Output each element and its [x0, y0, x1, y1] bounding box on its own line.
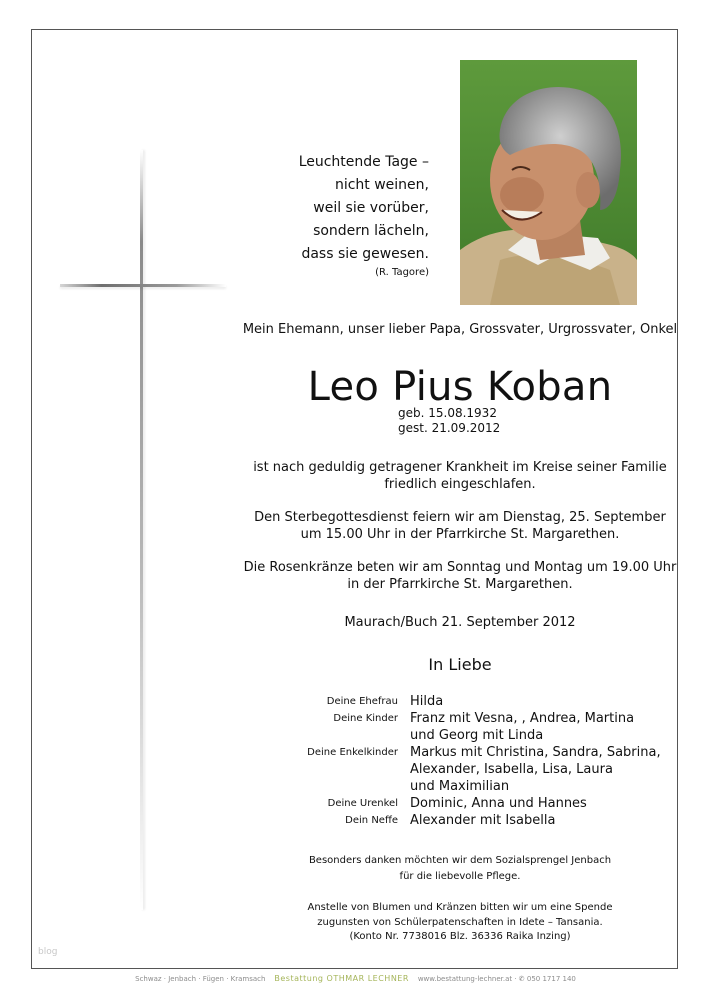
family-relation: Deine Kinder: [333, 713, 398, 724]
funeral-service-paragraph: [220, 509, 700, 543]
poem-line: weil sie vorüber,: [313, 200, 429, 216]
life-dates: [398, 406, 500, 436]
place-date: Maurach/Buch 21. September 2012: [344, 615, 576, 630]
family-names: [410, 812, 640, 829]
thanks-line: Besonders danken möchten wir dem Sozialsprengel Jenbach: [308, 855, 612, 866]
donation-note: [220, 901, 700, 945]
deceased-name: Leo Pius Koban: [307, 364, 613, 410]
family-list: [240, 693, 661, 829]
poem-line: Leuchtende Tage –: [298, 154, 429, 170]
paragraph-line: Den Sterbegottesdienst feiern wir am Dienstag, 25. September: [254, 510, 666, 525]
family-relation: Dein Neffe: [345, 815, 398, 826]
funeral-home-brand: Bestattung OTHMAR LECHNER: [274, 974, 409, 983]
family-name-line: Hilda: [410, 694, 444, 709]
family-relation: Deine Enkelkinder: [307, 747, 398, 758]
poem-author: (R. Tagore): [375, 267, 429, 278]
in-liebe-heading: In Liebe: [428, 655, 492, 674]
family-name-line: Alexander mit Isabella: [410, 813, 556, 828]
death-date: gest. 21.09.2012: [398, 421, 501, 435]
poem-line: sondern lächeln,: [313, 223, 429, 239]
footer-contact: www.bestattung-lechner.at · ✆ 050 1717 140: [417, 975, 576, 983]
donation-line: (Konto Nr. 7738016 Blz. 36336 Raika Inzing): [349, 931, 571, 942]
donation-line: zugunsten von Schülerpatenschaften in Idete – Tansania.: [317, 916, 603, 928]
family-relation: Deine Urenkel: [327, 798, 398, 809]
family-name-line: Markus mit Christina, Sandra, Sabrina,: [410, 745, 661, 760]
birth-date: geb. 15.08.1932: [398, 406, 497, 420]
family-names: [410, 795, 640, 812]
footer-locations: Schwaz · Jenbach · Fügen · Kramsach: [135, 975, 266, 983]
family-name-line: und Maximilian: [410, 779, 510, 794]
family-row: [240, 710, 640, 744]
family-names: [410, 710, 640, 744]
funeral-home-footer: [0, 974, 711, 983]
thanks-note: [220, 853, 700, 885]
portrait-photo: [460, 60, 637, 305]
family-name-line: Franz mit Vesna, , Andrea, Martina: [410, 711, 635, 726]
intro-line: Mein Ehemann, unser lieber Papa, Grossvater, Urgrossvater, Onkel: [242, 322, 678, 337]
family-relation: Deine Ehefrau: [326, 696, 398, 707]
cross-horizontal-beam: [60, 284, 226, 287]
paragraph-line: Die Rosenkränze beten wir am Sonntag und Montag um 19.00 Uhr: [243, 560, 677, 575]
thanks-line: für die liebevolle Pflege.: [399, 871, 521, 882]
paragraph-line: ist nach geduldig getragener Krankheit im Kreise seiner Familie: [253, 460, 667, 475]
paragraph-line: in der Pfarrkirche St. Margarethen.: [347, 577, 573, 592]
family-name-line: und Georg mit Linda: [410, 728, 544, 743]
family-name-line: Alexander, Isabella, Lisa, Laura: [410, 762, 613, 777]
donation-line: Anstelle von Blumen und Kränzen bitten wir um eine Spende: [307, 902, 613, 913]
poem-line: nicht weinen,: [334, 177, 429, 193]
family-names: [410, 693, 640, 710]
family-row: [240, 744, 661, 795]
family-row: [240, 795, 640, 812]
poem-line: dass sie gewesen.: [301, 246, 429, 262]
cross-vertical-beam: [140, 150, 143, 910]
watermark-text: blog: [38, 947, 58, 957]
family-row: [240, 812, 640, 829]
family-name-line: Dominic, Anna und Hannes: [410, 796, 587, 811]
family-names: [410, 744, 661, 795]
family-row: [240, 693, 640, 710]
paragraph-line: um 15.00 Uhr in der Pfarrkirche St. Margarethen.: [300, 527, 620, 542]
rosary-paragraph: [220, 559, 700, 593]
announcement-paragraph: [220, 459, 700, 493]
paragraph-line: friedlich eingeschlafen.: [384, 477, 536, 492]
poem: [250, 151, 429, 280]
